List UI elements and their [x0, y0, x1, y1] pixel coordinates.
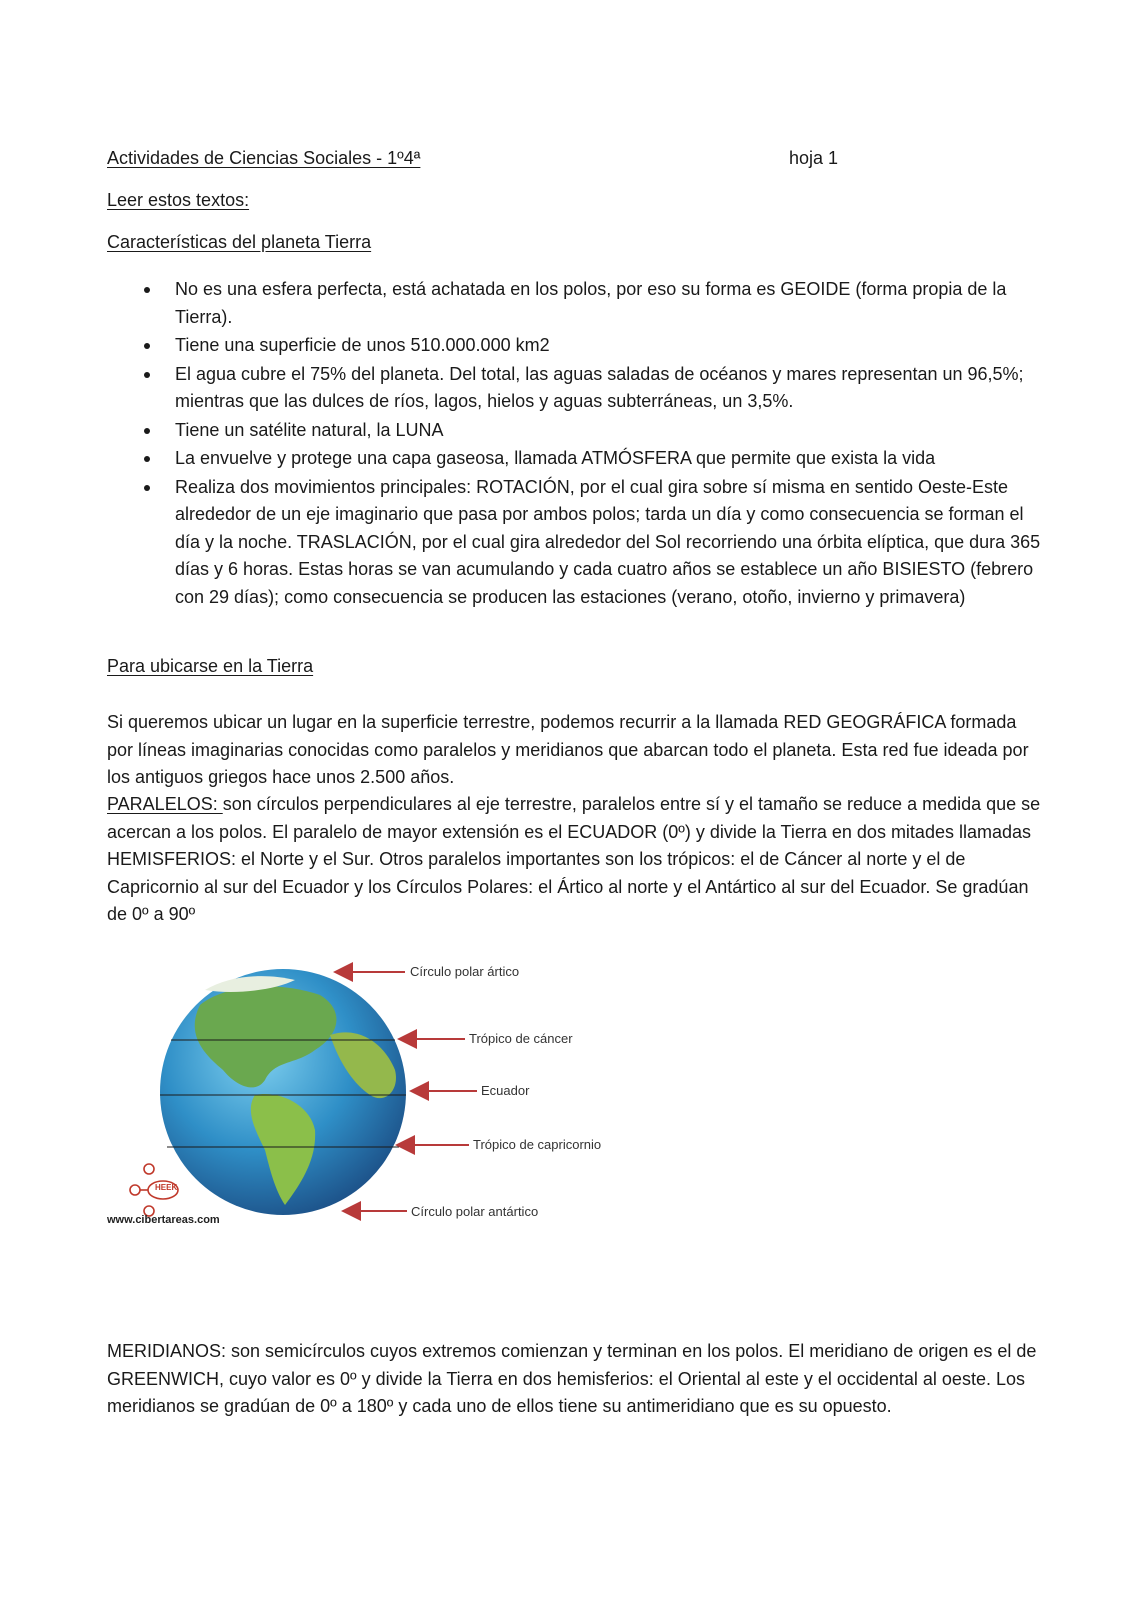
parallels-text: son círculos perpendiculares al eje terrestre, paralelos entre sí y el tamaño se reduce a medida que se acercan a los polos. El paralelo de mayor extensión es el ECUADOR (0º) y divide la Tierra en dos mitades llamadas HEMISFERIOS: el Norte y el Sur. Otros paralelos importantes son los trópicos: el de Cáncer al norte y el de Capricornio al sur del Ecuador y los Círculos Polares: el Ártico al norte y el Antártico al sur del Ecuador. Se gradúan de 0º a 90º [107, 794, 1041, 924]
label-equator: Ecuador [481, 1083, 530, 1098]
section-heading-characteristics: Características del planeta Tierra [107, 232, 372, 252]
characteristics-list [107, 276, 1042, 612]
label-tropic-capricorn: Trópico de capricornio [473, 1137, 602, 1152]
watermark-logo: HEEK [155, 1183, 178, 1192]
section-heading-location: Para ubicarse en la Tierra [107, 656, 314, 676]
list-item: La envuelve y protege una capa gaseosa, llamada ATMÓSFERA que permite que exista la vida [107, 445, 1042, 473]
list-item: Tiene un satélite natural, la LUNA [107, 417, 1042, 445]
globe-illustration [105, 955, 625, 1245]
sheet-number: hoja 1 [789, 148, 839, 168]
watermark-site: www.cibertareas.com [107, 1214, 220, 1226]
parallels-label: PARALELOS: [107, 794, 223, 814]
document-title: Actividades de Ciencias Sociales - 1º4ª [107, 148, 421, 168]
list-item: El agua cubre el 75% del planeta. Del total, las aguas saladas de océanos y mares representan un 96,5%; mientras que las dulces de ríos, lagos, hielos y aguas subterráneas, un 3,5%. [107, 361, 1042, 416]
label-antarctic-circle: Círculo polar antártico [411, 1204, 539, 1219]
label-tropic-cancer: Trópico de cáncer [469, 1031, 573, 1046]
intro-instruction: Leer estos textos: [107, 190, 250, 210]
globe-parallels-figure [105, 955, 625, 1245]
list-item: Tiene una superficie de unos 510.000.000 km2 [107, 332, 1042, 360]
red-geografica-paragraph: Si queremos ubicar un lugar en la superficie terrestre, podemos recurrir a la llamada RED GEOGRÁFICA formada por líneas imaginarias conocidas como paralelos y meridianos que abarcan todo el planeta. Esta red fue ideada por los antiguos griegos hace unos 2.500 años. [107, 712, 1029, 787]
meridians-paragraph: MERIDIANOS: son semicírculos cuyos extremos comienzan y terminan en los polos. El meridiano de origen es el de GREENWICH, cuyo valor es 0º y divide la Tierra en dos hemisferios: el Oriental al este y el occidental al oeste. Los meridianos se gradúan de 0º a 180º y cada uno de ellos tiene su antimeridiano que es su opuesto. [107, 1341, 1037, 1416]
parallels-paragraph [107, 791, 1042, 929]
label-arctic-circle: Círculo polar ártico [410, 964, 520, 979]
list-item: Realiza dos movimientos principales: ROTACIÓN, por el cual gira sobre sí misma en sentido Oeste-Este alrededor de un eje imaginario que pasa por ambos polos; tarda un día y como consecuencia se forman el día y la noche. TRASLACIÓN, por el cual gira alrededor del Sol recorriendo una órbita elíptica, que dura 365 días y 6 horas. Estas horas se van acumulando y cada cuatro años se establece un año BISIESTO (febrero con 29 días); como consecuencia se producen las estaciones (verano, otoño, invierno y primavera) [107, 474, 1042, 612]
list-item: No es una esfera perfecta, está achatada en los polos, por eso su forma es GEOIDE (forma propia de la Tierra). [107, 276, 1042, 331]
